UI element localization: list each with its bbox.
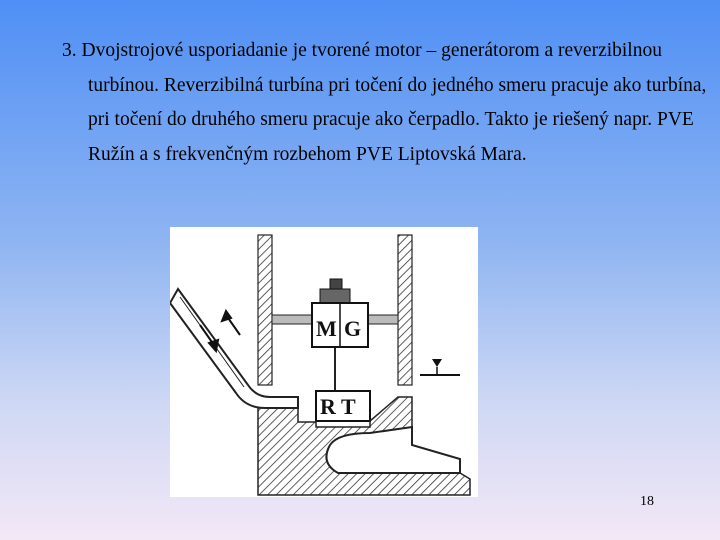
tower-left-wall <box>258 235 272 385</box>
top-bearing <box>330 279 342 289</box>
flow-arrow-up <box>222 311 240 335</box>
page-number: 18 <box>640 494 654 509</box>
water-level-symbol <box>420 359 460 375</box>
body-paragraph: 3. Dvojstrojové usporiadanie je tvorené motor – generátorom a reverzibilnou turbínou. Reverzibilná turbína pri točení do jedného smeru pracuje ako turbína, pri točení do druhého smeru pracuje ako čerpadlo. Takto je riešený napr. PVE Ružín a s frekvenčným rozbehom PVE Liptovská Mara. <box>62 40 707 165</box>
pumped-storage-diagram <box>170 227 478 497</box>
penstock-pipe <box>170 289 298 408</box>
turbine-label: R T <box>320 394 356 419</box>
top-coupling <box>320 289 350 303</box>
tower-right-wall <box>398 235 412 385</box>
motor-label: M <box>316 316 337 341</box>
generator-label: G <box>344 316 362 341</box>
